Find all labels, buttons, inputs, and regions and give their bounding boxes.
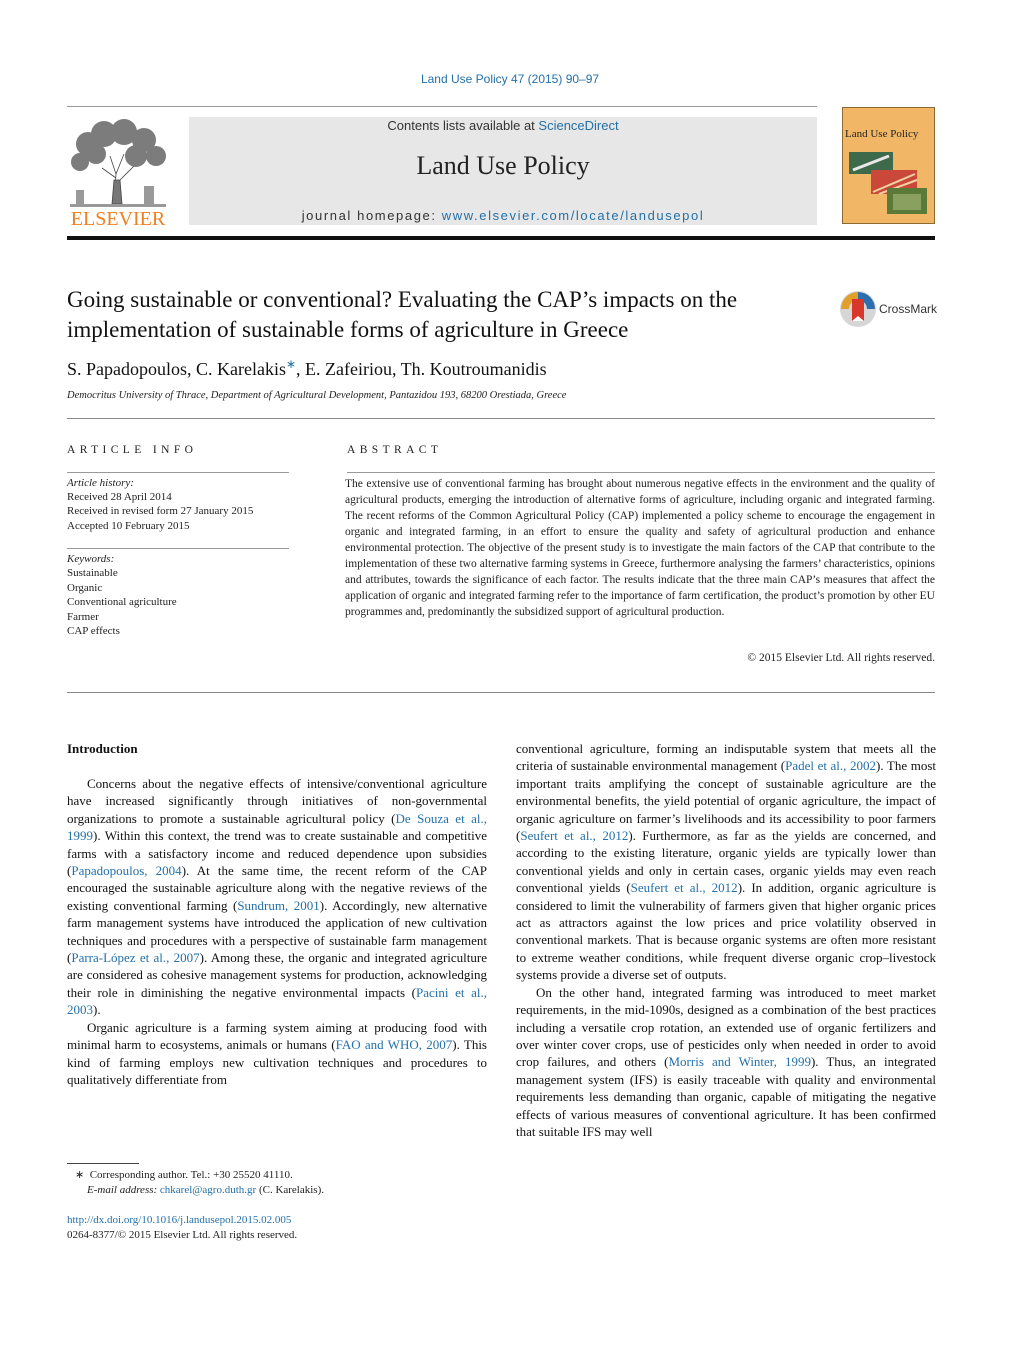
article-history [67,476,289,533]
citation-link[interactable]: Pacini et al., 2003 [67,984,487,1018]
journal-cover[interactable] [842,107,935,224]
intro-paragraph [516,740,936,984]
email-link[interactable]: chkarel@agro.duth.gr [159,1184,257,1196]
elsevier-wordmark: ELSEVIER [70,208,166,228]
top-rule [67,106,817,107]
history-received: Received 28 April 2014 [67,491,172,504]
journal-title: Land Use Policy [416,151,590,180]
citation-link[interactable]: Papadopoulos, 2004 [71,863,182,879]
introduction-heading: Introduction [67,741,138,756]
paragraph-text: ). The most important traits amplifying the concept of sustainable agriculture are the environmental benefits, the yield potential of organic agriculture, the impact of organic agriculture on farmer’s livelihoods and its accessibility to poor farmers ( [516,758,937,844]
citation-link[interactable]: Sundrum, 2001 [237,897,320,913]
intro-paragraph [67,1019,487,1089]
paragraph-text: conventional agriculture, forming an indisputable system that meets all the criteria of sustainable environmental management ( [516,741,936,774]
masthead-thick-rule [67,236,935,240]
abstract-copyright: © 2015 Elsevier Ltd. All rights reserved. [747,652,935,664]
citation-link[interactable]: Morris and Winter, 1999 [668,1054,811,1070]
keyword: CAP effects [67,625,120,638]
crossmark-label: CrossMark [879,302,938,316]
article-title: Going sustainable or conventional? Evaluating the CAP’s impacts on the implementation of sustainable forms of agriculture in Greece [67,287,738,342]
paragraph-text: ). This kind of farming employs new cultivation techniques and procedures to qualitatively differentiate from [67,1037,487,1087]
cover-image-icon [849,148,931,220]
issn-line: 0264-8377/© 2015 Elsevier Ltd. All rights reserved. [67,1229,298,1241]
citation-link[interactable]: Seufert et al., 2012 [630,880,738,896]
keyword: Organic [67,581,103,594]
keywords-rule [67,548,289,549]
intro-paragraph [67,775,487,1019]
abstract-heading: ABSTRACT [347,444,443,456]
citation-link[interactable]: FAO and WHO, 2007 [335,1037,453,1053]
paragraph-text: ). In addition, organic agriculture is considered to limit the vulnerability of farmers given that higher organic prices act as attractors against the low prices and price volatility observed in conventional markets. That is because organic systems are often more resistant to extreme weather conditions, while frequent diverse organic crop–livestock systems provide a diverse set of outputs. [516,880,937,983]
cover-title: Land Use Policy [845,128,919,140]
abstract-rule [347,472,935,473]
footnote-text: Corresponding author. Tel.: +30 25520 41110. [89,1169,293,1181]
history-label: Article history: [67,477,134,489]
email-suffix: (C. Karelakis). [256,1184,324,1196]
sciencedirect-link[interactable]: ScienceDirect [538,118,619,133]
contents-line [189,118,817,133]
body-column-right [516,740,936,1140]
title-rule [67,418,935,419]
keywords-list [67,552,289,638]
footnote-mark: ∗ [75,1169,85,1181]
citation-link[interactable]: De Souza et al., 1999 [67,810,487,844]
history-revised: Received in revised form 27 January 2015 [67,505,254,518]
crossmark-badge[interactable] [839,290,939,330]
paragraph-text: ). Among these, the organic and integrated agriculture are considered as cohesive management systems for production, acknowledging their role in diminishing the negative environmental impacts ( [67,950,487,1000]
elsevier-tree-icon [66,116,170,228]
corresponding-author-footnote [67,1168,487,1198]
citation-link[interactable]: Parra-López et al., 2007 [71,950,200,966]
keyword: Sustainable [67,567,118,580]
email-label: E-mail address: [87,1184,160,1196]
paragraph-text: ). Thus, an integrated management system (IFS) is easily traceable with quality and environmental requirements less demanding than organic, capable of mitigating the negative effects of various measures of conventional agriculture. It has been confirmed that suitable IFS may well [516,1054,937,1139]
journal-masthead [189,117,817,225]
keywords-label: Keywords: [67,553,115,565]
citation-link[interactable]: Seufert et al., 2012 [520,828,629,844]
abstract-text: The extensive use of conventional farming has brought about numerous negative effects in the environment and the quality of agricultural products, emerging the introduction of alternative forms of agriculture, including organic and integrated farming. The recent reforms of the Common Agricultural Policy (CAP) implemented a policy scheme to encourage the engagement in organic and integrated farming, in an effort to ensure the quality and safety of agricultural production and enhance environmental protection. The objective of the present study is to investigate the main factors of the CAP that contribute to the implementation of these two alternative farming systems in Greece, furthermore analysing the farmers’ characteristics, opinions and attributes, towards the significance of each factor. The results indicate that the three main CAP’s measures that affect the application of organic and integrated farming refer to the importance of farm certification, the product’s promotion by other EU programmes and, predominantly the subsidized support of agricultural production. [345,478,935,618]
paragraph-text: On the other hand, integrated farming was introduced to meet market requirements, in the mid-1090s, designed as a combination of the best practices including a versatile crop rotation, an extended use of organic fertilizers and over winter cover crops, use of pesticides only when needed in order to avoid crop failures, and others ( [516,984,936,1070]
paragraph-text: ). [93,1002,101,1018]
crossmark-icon [839,290,877,328]
keyword: Conventional agriculture [67,596,177,609]
homepage-link[interactable]: www.elsevier.com/locate/landusepol [441,208,705,223]
footnote-rule [67,1163,139,1164]
paragraph-text: ). At the same time, the recent reform of the CAP encouraged the sustainable agriculture along with the negative reviews of the existing conventional farming ( [67,863,487,913]
intro-paragraph [516,984,936,1141]
elsevier-logo [66,116,170,228]
paragraph-text: ). Within this context, the trend was to create sustainable and competitive farms with a satisfactory income and reduced dependence upon subsidies ( [67,828,487,879]
homepage-line [189,208,817,223]
authors-part-1: S. Papadopoulos, C. Karelakis [67,359,286,379]
author-list [67,357,547,380]
article-info-rule [67,472,289,473]
doi-link[interactable]: http://dx.doi.org/10.1016/j.landusepol.2015.02.005 [67,1214,292,1226]
paragraph-text: ). Accordingly, new alternative farm management systems have introduced the application of new cultivation techniques and procedures with a perspective of sustainable farm management ( [67,897,488,966]
keyword: Farmer [67,610,99,623]
history-accepted: Accepted 10 February 2015 [67,519,190,532]
article-info-heading: ARTICLE INFO [67,444,198,456]
contents-prefix: Contents lists available at [387,118,539,133]
body-column-left [67,775,487,1088]
paragraph-text: ). Furthermore, as far as the yields are concerned, and according to the existing literature, organic yields are typically lower than conventional yields and only in certain cases, organic yields may even reach conventional yields ( [516,828,936,896]
paragraph-text: Organic agriculture is a farming system aiming at producing food with minimal harm to ecosystems, animals or humans ( [67,1019,487,1053]
citation-link[interactable]: Padel et al., 2002 [785,758,877,774]
corresponding-author-mark[interactable]: ∗ [285,357,297,371]
paragraph-text: Concerns about the negative effects of intensive/conventional agriculture have increased significantly through initiatives of non-governmental organizations to promote a sustainable agricultural policy ( [67,776,487,826]
abstract-end-rule [67,692,935,693]
journal-reference[interactable]: Land Use Policy 47 (2015) 90–97 [420,72,600,86]
authors-part-2: , E. Zafeiriou, Th. Koutroumanidis [296,359,547,379]
doi-block [67,1213,297,1243]
affiliation: Democritus University of Thrace, Department of Agricultural Development, Pantazidou 193, 68200 Orestiada, Greece [67,390,567,401]
homepage-prefix: journal homepage: [301,208,442,223]
